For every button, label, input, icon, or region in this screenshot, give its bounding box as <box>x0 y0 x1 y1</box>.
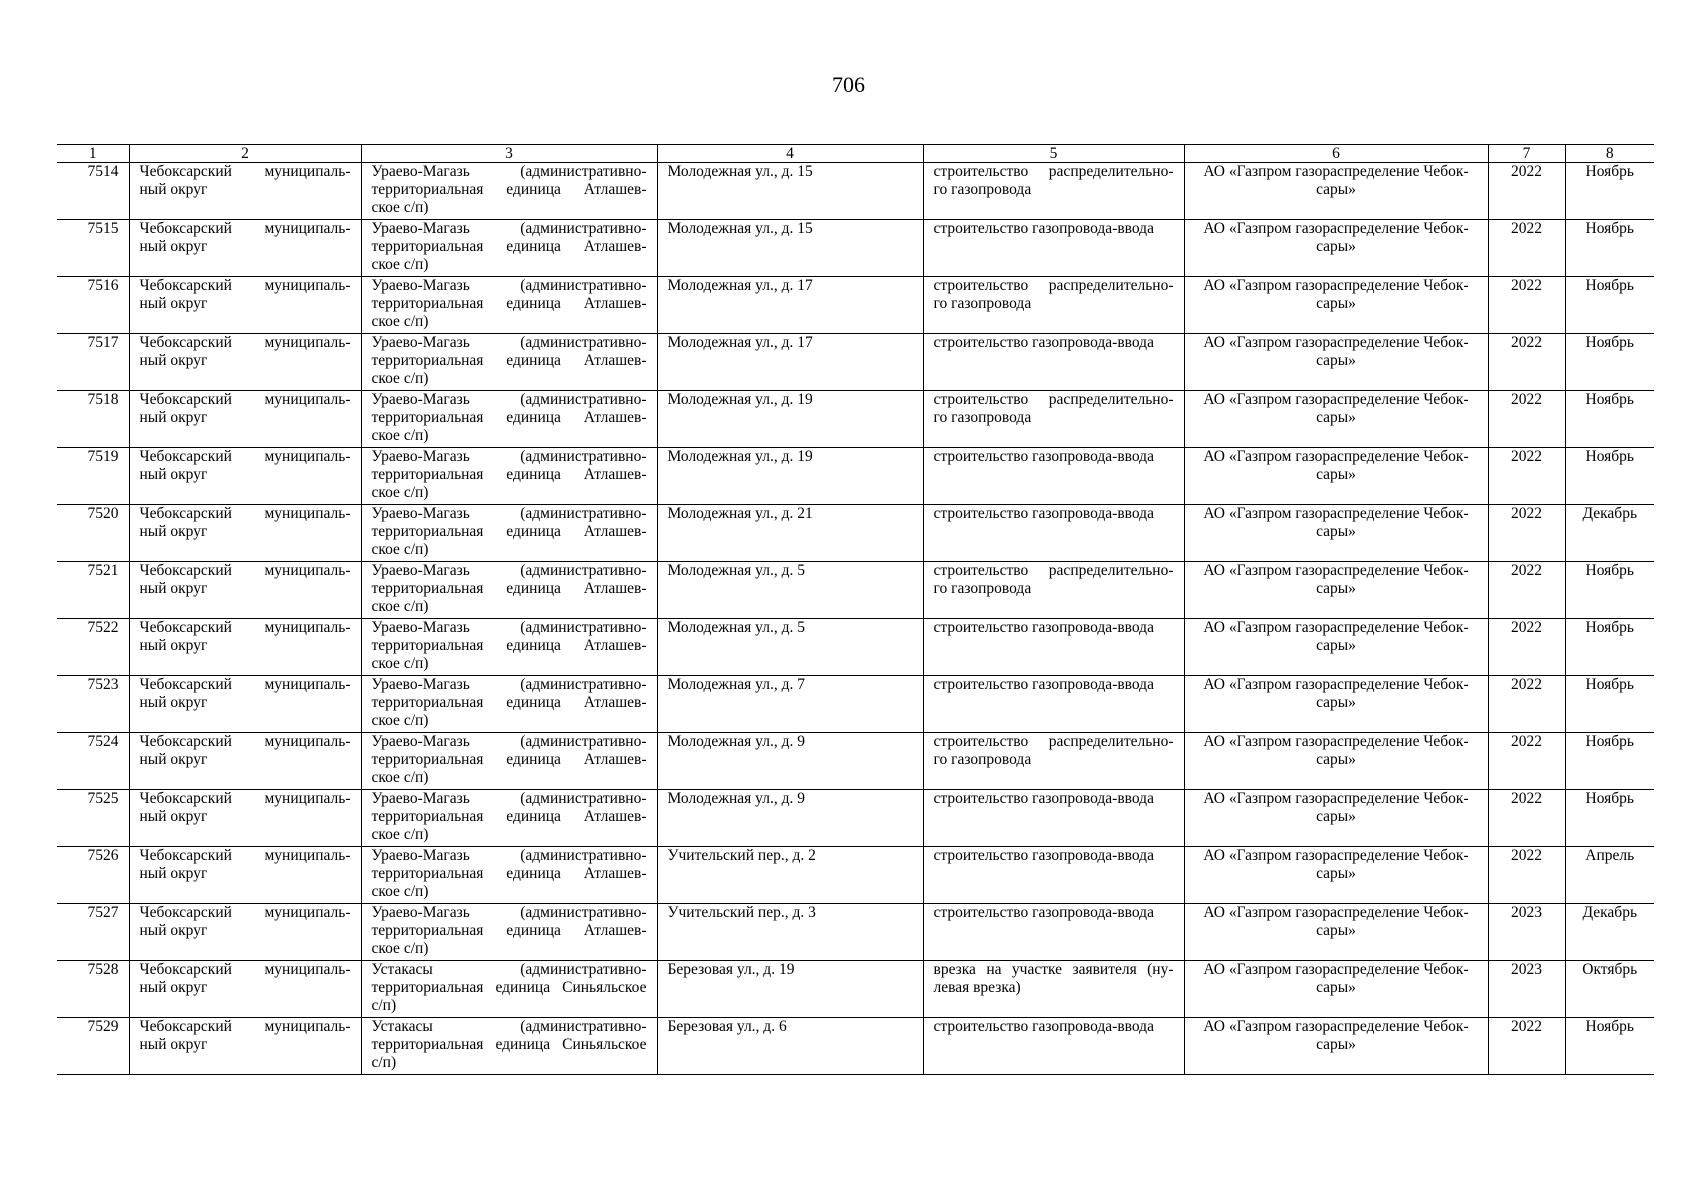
organization-cell <box>1184 277 1488 334</box>
locality-cell-line: Ураево-Магазь (административно- <box>371 334 647 351</box>
year-cell: 2022 <box>1488 163 1565 220</box>
district-cell-line: ный округ <box>139 979 208 996</box>
organization-cell <box>1184 220 1488 277</box>
address-cell: Молодежная ул., д. 9 <box>657 790 923 847</box>
year-cell: 2022 <box>1488 334 1565 391</box>
district-cell <box>129 676 361 733</box>
district-cell <box>129 961 361 1018</box>
district-cell-line: ный округ <box>139 637 208 654</box>
locality-cell <box>361 562 657 619</box>
month-cell: Ноябрь <box>1565 733 1654 790</box>
locality-cell-line: ское с/п) <box>371 826 429 843</box>
organization-cell-line: сары» <box>1316 979 1356 996</box>
locality-cell-line: ское с/п) <box>371 541 429 558</box>
locality-cell-line: ское с/п) <box>371 256 429 273</box>
work-type-cell-line: строительство газопровода-ввода <box>933 676 1154 693</box>
gasification-schedule-table <box>57 144 1654 1075</box>
month-cell: Ноябрь <box>1565 790 1654 847</box>
locality-cell-line: Ураево-Магазь (административно- <box>371 733 647 750</box>
month-cell: Ноябрь <box>1565 391 1654 448</box>
organization-cell <box>1184 790 1488 847</box>
address-cell: Молодежная ул., д. 15 <box>657 163 923 220</box>
district-cell-line: ный округ <box>139 580 208 597</box>
work-type-cell-line: строительство распределительно- <box>933 277 1174 294</box>
year-cell: 2022 <box>1488 448 1565 505</box>
organization-cell-line: АО «Газпром газораспределение Чебок- <box>1203 961 1469 978</box>
district-cell-line: Чебоксарский муниципаль- <box>139 733 351 750</box>
row-number: 7515 <box>57 220 129 277</box>
locality-cell-line: ское с/п) <box>371 199 429 216</box>
organization-cell-line: АО «Газпром газораспределение Чебок- <box>1203 163 1469 180</box>
month-cell: Октябрь <box>1565 961 1654 1018</box>
organization-cell-line: сары» <box>1316 751 1356 768</box>
locality-cell-line: ское с/п) <box>371 427 429 444</box>
column-header-5: 5 <box>923 145 1184 163</box>
work-type-cell-line: го газопровода <box>933 181 1032 198</box>
month-cell: Ноябрь <box>1565 619 1654 676</box>
table-row <box>57 391 1654 448</box>
work-type-cell <box>923 1018 1184 1075</box>
year-cell: 2022 <box>1488 220 1565 277</box>
month-cell: Ноябрь <box>1565 220 1654 277</box>
month-cell: Ноябрь <box>1565 334 1654 391</box>
year-cell: 2022 <box>1488 847 1565 904</box>
table-body <box>57 163 1654 1075</box>
district-cell <box>129 505 361 562</box>
month-cell: Ноябрь <box>1565 1018 1654 1075</box>
locality-cell <box>361 334 657 391</box>
work-type-cell-line: строительство распределительно- <box>933 391 1174 408</box>
address-cell: Учительский пер., д. 3 <box>657 904 923 961</box>
address-cell: Учительский пер., д. 2 <box>657 847 923 904</box>
address-cell: Молодежная ул., д. 19 <box>657 391 923 448</box>
district-cell-line: ный округ <box>139 1036 208 1053</box>
organization-cell-line: сары» <box>1316 865 1356 882</box>
work-type-cell <box>923 961 1184 1018</box>
work-type-cell-line: строительство газопровода-ввода <box>933 847 1154 864</box>
district-cell <box>129 220 361 277</box>
work-type-cell-line: строительство газопровода-ввода <box>933 448 1154 465</box>
work-type-cell <box>923 676 1184 733</box>
locality-cell-line: Ураево-Магазь (административно- <box>371 505 647 522</box>
month-cell: Декабрь <box>1565 505 1654 562</box>
locality-cell-line: территориальная единица Атлашев- <box>371 580 647 597</box>
locality-cell-line: с/п) <box>371 997 397 1014</box>
address-cell: Молодежная ул., д. 9 <box>657 733 923 790</box>
work-type-cell-line: го газопровода <box>933 295 1032 312</box>
work-type-cell-line: строительство распределительно- <box>933 562 1174 579</box>
district-cell-line: Чебоксарский муниципаль- <box>139 562 351 579</box>
district-cell-line: Чебоксарский муниципаль- <box>139 961 351 978</box>
locality-cell-line: территориальная единица Атлашев- <box>371 466 647 483</box>
work-type-cell-line: строительство газопровода-ввода <box>933 220 1154 237</box>
district-cell-line: Чебоксарский муниципаль- <box>139 790 351 807</box>
table-row <box>57 334 1654 391</box>
locality-cell-line: Ураево-Магазь (административно- <box>371 277 647 294</box>
work-type-cell <box>923 163 1184 220</box>
column-header-1: 1 <box>57 145 129 163</box>
year-cell: 2022 <box>1488 505 1565 562</box>
row-number: 7529 <box>57 1018 129 1075</box>
district-cell <box>129 847 361 904</box>
district-cell <box>129 733 361 790</box>
organization-cell-line: АО «Газпром газораспределение Чебок- <box>1203 562 1469 579</box>
month-cell: Ноябрь <box>1565 448 1654 505</box>
year-cell: 2022 <box>1488 391 1565 448</box>
district-cell-line: Чебоксарский муниципаль- <box>139 448 351 465</box>
table-row <box>57 619 1654 676</box>
district-cell-line: Чебоксарский муниципаль- <box>139 847 351 864</box>
locality-cell-line: Ураево-Магазь (административно- <box>371 220 647 237</box>
organization-cell <box>1184 448 1488 505</box>
work-type-cell <box>923 733 1184 790</box>
locality-cell <box>361 790 657 847</box>
locality-cell <box>361 505 657 562</box>
work-type-cell <box>923 448 1184 505</box>
month-cell: Ноябрь <box>1565 277 1654 334</box>
work-type-cell <box>923 334 1184 391</box>
organization-cell <box>1184 163 1488 220</box>
district-cell-line: ный округ <box>139 352 208 369</box>
table-row <box>57 220 1654 277</box>
row-number: 7526 <box>57 847 129 904</box>
month-cell: Ноябрь <box>1565 562 1654 619</box>
district-cell <box>129 790 361 847</box>
year-cell: 2022 <box>1488 619 1565 676</box>
locality-cell-line: территориальная единица Атлашев- <box>371 865 647 882</box>
column-header-3: 3 <box>361 145 657 163</box>
row-number: 7522 <box>57 619 129 676</box>
year-cell: 2023 <box>1488 961 1565 1018</box>
locality-cell <box>361 277 657 334</box>
organization-cell-line: сары» <box>1316 808 1356 825</box>
locality-cell-line: территориальная единица Атлашев- <box>371 808 647 825</box>
organization-cell-line: АО «Газпром газораспределение Чебок- <box>1203 391 1469 408</box>
address-cell: Молодежная ул., д. 17 <box>657 277 923 334</box>
work-type-cell-line: строительство газопровода-ввода <box>933 1018 1154 1035</box>
locality-cell <box>361 391 657 448</box>
table-row <box>57 676 1654 733</box>
locality-cell <box>361 163 657 220</box>
district-cell-line: ный округ <box>139 694 208 711</box>
year-cell: 2022 <box>1488 277 1565 334</box>
organization-cell <box>1184 961 1488 1018</box>
organization-cell <box>1184 391 1488 448</box>
organization-cell-line: сары» <box>1316 637 1356 654</box>
row-number: 7521 <box>57 562 129 619</box>
row-number: 7528 <box>57 961 129 1018</box>
organization-cell-line: АО «Газпром газораспределение Чебок- <box>1203 790 1469 807</box>
table-row <box>57 790 1654 847</box>
work-type-cell-line: го газопровода <box>933 751 1032 768</box>
year-cell: 2022 <box>1488 790 1565 847</box>
locality-cell-line: территориальная единица Атлашев- <box>371 637 647 654</box>
locality-cell-line: территориальная единица Атлашев- <box>371 238 647 255</box>
locality-cell-line: территориальная единица Синьяльское <box>371 1036 647 1053</box>
organization-cell-line: АО «Газпром газораспределение Чебок- <box>1203 448 1469 465</box>
work-type-cell <box>923 904 1184 961</box>
locality-cell-line: территориальная единица Синьяльское <box>371 979 647 996</box>
work-type-cell-line: строительство распределительно- <box>933 733 1174 750</box>
table-row <box>57 505 1654 562</box>
organization-cell-line: сары» <box>1316 922 1356 939</box>
address-cell: Молодежная ул., д. 15 <box>657 220 923 277</box>
organization-cell-line: сары» <box>1316 181 1356 198</box>
locality-cell <box>361 220 657 277</box>
address-cell: Молодежная ул., д. 17 <box>657 334 923 391</box>
district-cell-line: ный округ <box>139 466 208 483</box>
district-cell <box>129 163 361 220</box>
column-header-2: 2 <box>129 145 361 163</box>
organization-cell-line: сары» <box>1316 523 1356 540</box>
organization-cell <box>1184 1018 1488 1075</box>
row-number: 7520 <box>57 505 129 562</box>
locality-cell <box>361 733 657 790</box>
month-cell: Ноябрь <box>1565 676 1654 733</box>
page-number: 706 <box>832 72 865 97</box>
table-row <box>57 163 1654 220</box>
organization-cell-line: сары» <box>1316 1036 1356 1053</box>
work-type-cell <box>923 562 1184 619</box>
row-number: 7516 <box>57 277 129 334</box>
locality-cell-line: территориальная единица Атлашев- <box>371 181 647 198</box>
locality-cell-line: Устакасы (административно- <box>371 1018 647 1035</box>
work-type-cell-line: левая врезка) <box>933 979 1021 996</box>
work-type-cell <box>923 391 1184 448</box>
address-cell: Березовая ул., д. 19 <box>657 961 923 1018</box>
work-type-cell <box>923 619 1184 676</box>
organization-cell <box>1184 847 1488 904</box>
address-cell: Молодежная ул., д. 21 <box>657 505 923 562</box>
locality-cell-line: Устакасы (административно- <box>371 961 647 978</box>
locality-cell-line: Ураево-Магазь (административно- <box>371 391 647 408</box>
locality-cell-line: ское с/п) <box>371 655 429 672</box>
locality-cell-line: ское с/п) <box>371 769 429 786</box>
year-cell: 2022 <box>1488 1018 1565 1075</box>
locality-cell <box>361 847 657 904</box>
district-cell-line: ный округ <box>139 751 208 768</box>
year-cell: 2023 <box>1488 904 1565 961</box>
locality-cell-line: ское с/п) <box>371 883 429 900</box>
row-number: 7524 <box>57 733 129 790</box>
column-header-4: 4 <box>657 145 923 163</box>
district-cell-line: ный округ <box>139 409 208 426</box>
district-cell-line: Чебоксарский муниципаль- <box>139 505 351 522</box>
address-cell: Молодежная ул., д. 5 <box>657 619 923 676</box>
address-cell: Молодежная ул., д. 19 <box>657 448 923 505</box>
address-cell: Молодежная ул., д. 5 <box>657 562 923 619</box>
organization-cell <box>1184 619 1488 676</box>
work-type-cell-line: го газопровода <box>933 580 1032 597</box>
organization-cell <box>1184 676 1488 733</box>
work-type-cell-line: строительство газопровода-ввода <box>933 619 1154 636</box>
locality-cell-line: Ураево-Магазь (административно- <box>371 562 647 579</box>
work-type-cell-line: строительство распределительно- <box>933 163 1174 180</box>
district-cell-line: ный округ <box>139 181 208 198</box>
locality-cell-line: территориальная единица Атлашев- <box>371 922 647 939</box>
locality-cell-line: территориальная единица Атлашев- <box>371 694 647 711</box>
locality-cell-line: Ураево-Магазь (административно- <box>371 163 647 180</box>
district-cell-line: Чебоксарский муниципаль- <box>139 163 351 180</box>
work-type-cell <box>923 277 1184 334</box>
organization-cell <box>1184 505 1488 562</box>
district-cell-line: Чебоксарский муниципаль- <box>139 220 351 237</box>
district-cell <box>129 904 361 961</box>
organization-cell-line: АО «Газпром газораспределение Чебок- <box>1203 619 1469 636</box>
organization-cell-line: сары» <box>1316 352 1356 369</box>
organization-cell-line: АО «Газпром газораспределение Чебок- <box>1203 904 1469 921</box>
organization-cell-line: АО «Газпром газораспределение Чебок- <box>1203 334 1469 351</box>
work-type-cell-line: строительство газопровода-ввода <box>933 334 1154 351</box>
locality-cell <box>361 448 657 505</box>
month-cell: Ноябрь <box>1565 163 1654 220</box>
table-row <box>57 562 1654 619</box>
organization-cell-line: АО «Газпром газораспределение Чебок- <box>1203 220 1469 237</box>
district-cell-line: Чебоксарский муниципаль- <box>139 277 351 294</box>
row-number: 7523 <box>57 676 129 733</box>
row-number: 7525 <box>57 790 129 847</box>
year-cell: 2022 <box>1488 562 1565 619</box>
table-row <box>57 847 1654 904</box>
year-cell: 2022 <box>1488 733 1565 790</box>
locality-cell-line: Ураево-Магазь (административно- <box>371 448 647 465</box>
table-row <box>57 733 1654 790</box>
district-cell-line: ный округ <box>139 922 208 939</box>
locality-cell-line: с/п) <box>371 1054 397 1071</box>
district-cell-line: Чебоксарский муниципаль- <box>139 334 351 351</box>
work-type-cell-line: го газопровода <box>933 409 1032 426</box>
locality-cell <box>361 676 657 733</box>
locality-cell-line: территориальная единица Атлашев- <box>371 352 647 369</box>
locality-cell <box>361 904 657 961</box>
work-type-cell-line: врезка на участке заявителя (ну- <box>933 961 1174 978</box>
row-number: 7517 <box>57 334 129 391</box>
district-cell-line: Чебоксарский муниципаль- <box>139 904 351 921</box>
locality-cell-line: территориальная единица Атлашев- <box>371 751 647 768</box>
organization-cell-line: сары» <box>1316 238 1356 255</box>
organization-cell-line: АО «Газпром газораспределение Чебок- <box>1203 847 1469 864</box>
organization-cell-line: АО «Газпром газораспределение Чебок- <box>1203 277 1469 294</box>
locality-cell-line: ское с/п) <box>371 940 429 957</box>
locality-cell-line: Ураево-Магазь (административно- <box>371 676 647 693</box>
organization-cell-line: сары» <box>1316 295 1356 312</box>
work-type-cell <box>923 847 1184 904</box>
organization-cell-line: сары» <box>1316 466 1356 483</box>
locality-cell <box>361 619 657 676</box>
organization-cell <box>1184 562 1488 619</box>
organization-cell-line: сары» <box>1316 409 1356 426</box>
work-type-cell-line: строительство газопровода-ввода <box>933 790 1154 807</box>
work-type-cell-line: строительство газопровода-ввода <box>933 505 1154 522</box>
organization-cell-line: сары» <box>1316 580 1356 597</box>
district-cell <box>129 562 361 619</box>
locality-cell-line: Ураево-Магазь (административно- <box>371 904 647 921</box>
organization-cell-line: АО «Газпром газораспределение Чебок- <box>1203 733 1469 750</box>
work-type-cell-line: строительство газопровода-ввода <box>933 904 1154 921</box>
locality-cell-line: ское с/п) <box>371 313 429 330</box>
district-cell-line: ный округ <box>139 523 208 540</box>
table-row <box>57 448 1654 505</box>
locality-cell-line: Ураево-Магазь (административно- <box>371 619 647 636</box>
organization-cell <box>1184 334 1488 391</box>
row-number: 7518 <box>57 391 129 448</box>
column-header-8: 8 <box>1565 145 1654 163</box>
column-number-row <box>57 145 1654 163</box>
locality-cell-line: Ураево-Магазь (административно- <box>371 847 647 864</box>
district-cell-line: ный округ <box>139 808 208 825</box>
organization-cell <box>1184 733 1488 790</box>
district-cell <box>129 1018 361 1075</box>
work-type-cell <box>923 220 1184 277</box>
district-cell-line: Чебоксарский муниципаль- <box>139 676 351 693</box>
locality-cell-line: Ураево-Магазь (административно- <box>371 790 647 807</box>
district-cell <box>129 277 361 334</box>
table-row <box>57 961 1654 1018</box>
district-cell-line: Чебоксарский муниципаль- <box>139 619 351 636</box>
locality-cell-line: ское с/п) <box>371 712 429 729</box>
address-cell: Молодежная ул., д. 7 <box>657 676 923 733</box>
district-cell-line: ный округ <box>139 295 208 312</box>
district-cell <box>129 334 361 391</box>
district-cell <box>129 448 361 505</box>
month-cell: Апрель <box>1565 847 1654 904</box>
district-cell-line: ный округ <box>139 865 208 882</box>
locality-cell-line: ское с/п) <box>371 598 429 615</box>
organization-cell-line: АО «Газпром газораспределение Чебок- <box>1203 505 1469 522</box>
locality-cell-line: ское с/п) <box>371 484 429 501</box>
column-header-6: 6 <box>1184 145 1488 163</box>
row-number: 7527 <box>57 904 129 961</box>
address-cell: Березовая ул., д. 6 <box>657 1018 923 1075</box>
district-cell-line: ный округ <box>139 238 208 255</box>
table-row <box>57 277 1654 334</box>
district-cell-line: Чебоксарский муниципаль- <box>139 391 351 408</box>
district-cell <box>129 619 361 676</box>
organization-cell-line: АО «Газпром газораспределение Чебок- <box>1203 676 1469 693</box>
district-cell-line: Чебоксарский муниципаль- <box>139 1018 351 1035</box>
row-number: 7519 <box>57 448 129 505</box>
month-cell: Декабрь <box>1565 904 1654 961</box>
locality-cell <box>361 961 657 1018</box>
table-row <box>57 1018 1654 1075</box>
locality-cell <box>361 1018 657 1075</box>
organization-cell-line: сары» <box>1316 694 1356 711</box>
organization-cell-line: АО «Газпром газораспределение Чебок- <box>1203 1018 1469 1035</box>
work-type-cell <box>923 790 1184 847</box>
locality-cell-line: территориальная единица Атлашев- <box>371 523 647 540</box>
work-type-cell <box>923 505 1184 562</box>
locality-cell-line: ское с/п) <box>371 370 429 387</box>
organization-cell <box>1184 904 1488 961</box>
locality-cell-line: территориальная единица Атлашев- <box>371 409 647 426</box>
table-row <box>57 904 1654 961</box>
locality-cell-line: территориальная единица Атлашев- <box>371 295 647 312</box>
year-cell: 2022 <box>1488 676 1565 733</box>
row-number: 7514 <box>57 163 129 220</box>
district-cell <box>129 391 361 448</box>
column-header-7: 7 <box>1488 145 1565 163</box>
